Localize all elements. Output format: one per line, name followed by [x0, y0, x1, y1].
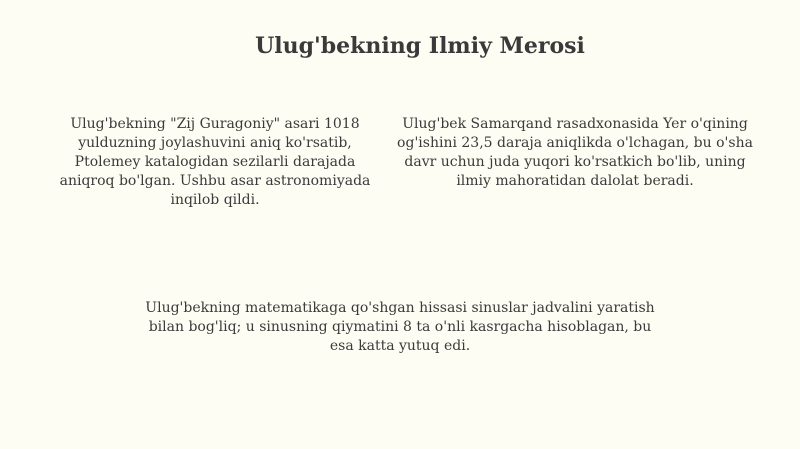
paragraph-earth-axis: Ulug'bek Samarqand rasadxonasida Yer o'qining og'ishini 23,5 daraja aniqlikda o'lchagan, bu o'sha davr uchun juda yuqori ko'rsatkich bo'lib, uning ilmiy mahoratidan dalolat beradi. [397, 116, 753, 189]
paragraph-mathematics: Ulug'bekning matematikaga qo'shgan hissasi sinuslar jadvalini yaratish bilan bog'liq; u sinusning qiymatini 8 ta o'nli kasrgacha hisoblagan, bu esa katta yutuq edi. [145, 300, 655, 354]
slide-title: Ulug'bekning Ilmiy Merosi [255, 33, 585, 59]
paragraph-zij-guragoniy: Ulug'bekning "Zij Guragoniy" asari 1018 yulduzning joylashuvini aniq ko'rsatib, Ptolemey katalogidan sezilarli darajada aniqroq bo'lgan. Ushbu asar astronomiyada inqilob qildi. [59, 116, 371, 208]
